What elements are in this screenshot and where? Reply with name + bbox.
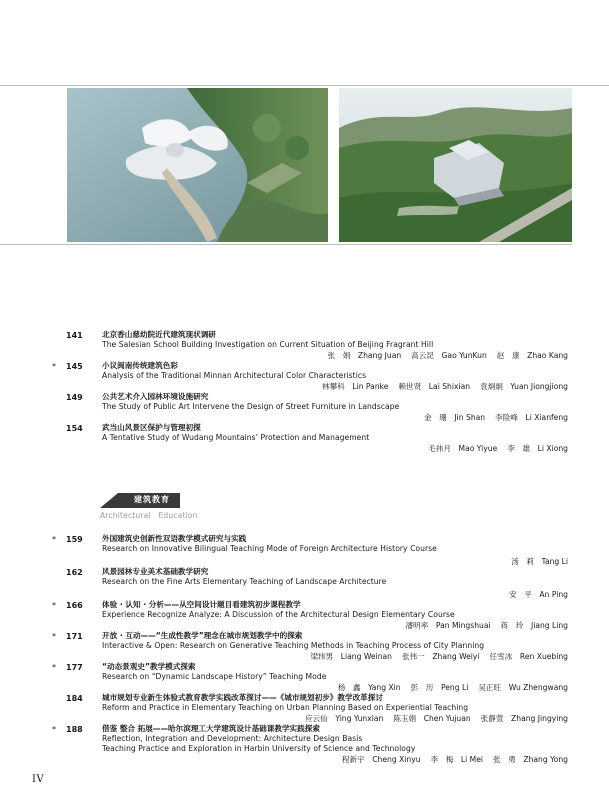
entry-authors: 梁玮男 Liang Weinan 张伟一 Zhang Weiyi 任雪冰 Ren Xuebing: [310, 652, 568, 661]
star-mark: *: [52, 632, 56, 641]
entry-authors: 程新宇 Cheng Xinyu 李 梅 Li Mei 张 勇 Zhang Yong: [341, 755, 568, 764]
entry-title-zh: 风景园林专业美术基础教学研究: [102, 567, 209, 576]
aerial-rendering-hillside-building: [339, 88, 572, 242]
entry-title-zh: 外国建筑史创新性双语教学模式研究与实践: [102, 534, 247, 543]
entry-title-zh: 借鉴 整合 拓展——哈尔滨理工大学建筑设计基础课教学实践探索: [102, 724, 320, 733]
toc-entry[interactable]: [40, 600, 570, 631]
entry-title-en: Interactive & Open: Research on Generative Teaching Methods in Teaching Process of City Planning: [102, 641, 485, 650]
entry-authors: 安 平 An Ping: [509, 590, 568, 599]
toc-entry[interactable]: [40, 423, 570, 454]
entry-title-en: Experience Recognize Analyze: A Discussion of the Architectural Design Elementary Course: [102, 610, 455, 619]
entry-authors: 潘明率 Pan Mingshuai 蒋 玲 Jiang Ling: [405, 621, 568, 630]
entry-title-zh: 武当山风景区保护与管理初探: [102, 423, 201, 432]
entry-title-zh: 城市规划专业新生体验式教育教学实践改革探讨——《城市规划初步》教学改革探讨: [102, 693, 383, 702]
toc-section-education: [40, 534, 570, 765]
entry-authors: 金 珊 Jin Shan 李险峰 Li Xianfeng: [424, 413, 568, 422]
entry-title-zh: 开放 · 互动——“生成性教学”理念在城市规划教学中的探索: [102, 631, 303, 640]
entry-title-en: Reflection, Integration and Development: Architecture Design Basis: [102, 734, 363, 743]
section-title-en: Architectural Education: [100, 511, 198, 520]
entry-title-en: Analysis of the Traditional Minnan Architectural Color Characteristics: [102, 371, 367, 380]
page-folio: IV: [32, 774, 45, 785]
page-number: 145: [66, 362, 83, 371]
star-mark: *: [52, 725, 56, 734]
top-rule: [0, 85, 609, 86]
entry-title-en: Reform and Practice in Elementary Teaching on Urban Planning Based on Experiential Teaching: [102, 703, 469, 712]
middle-rule: [0, 244, 572, 245]
toc-entry[interactable]: [40, 330, 570, 361]
entry-title-en: A Tentative Study of Wudang Mountains’ Protection and Management: [102, 433, 370, 442]
aerial-rendering-white-roof: [67, 88, 328, 242]
entry-title-zh: 北京香山慈幼院近代建筑现状调研: [102, 330, 216, 339]
entry-authors: 毛祎月 Mao Yiyue 李 雄 Li Xiong: [428, 444, 568, 453]
entry-title-en: The Study of Public Art Intervene the Design of Street Furniture in Landscape: [102, 402, 400, 411]
star-mark: *: [52, 362, 56, 371]
page-number: 159: [66, 535, 83, 544]
entry-authors: 应云仙 Ying Yunxian 陈玉娟 Chen Yujuan 张静萱 Zhang Jingying: [304, 714, 568, 723]
toc-entry[interactable]: [40, 724, 570, 765]
star-mark: *: [52, 601, 56, 610]
star-mark: *: [52, 663, 56, 672]
entry-title-zh: 体验 · 认知 · 分析——从空间设计题目看建筑初步课程教学: [102, 600, 301, 609]
toc-section-landscape: [40, 330, 570, 454]
entry-authors: 汤 莉 Tang Li: [511, 557, 568, 566]
page-number: 141: [66, 331, 83, 340]
entry-authors: 林攀科 Lin Panke 赖世贤 Lai Shixian 袁炯炯 Yuan Jiongjiong: [321, 382, 568, 391]
entry-title-zh: “动态景观史”教学模式探索: [102, 662, 196, 671]
entry-authors: 杨 鑫 Yang Xin 彭 历 Peng Li 吴正旺 Wu Zhengwang: [337, 683, 568, 692]
entry-title-en: The Salesian School Building Investigation on Current Situation of Beijing Fragrant Hill: [102, 340, 434, 349]
entry-title-zh: 公共艺术介入园林环境设施研究: [102, 392, 209, 401]
entry-title-en: Research on “Dynamic Landscape History” Teaching Mode: [102, 672, 327, 681]
entry-authors: 张 娟 Zhang Juan 高云昆 Gao YunKun 赵 康 Zhao Kang: [327, 351, 568, 360]
toc-entry[interactable]: [40, 662, 570, 693]
toc-entry[interactable]: [40, 567, 570, 600]
page-number: 149: [66, 393, 83, 402]
page-number: 154: [66, 424, 83, 433]
page-number: 162: [66, 568, 83, 577]
page-number: 177: [66, 663, 83, 672]
section-heading-architectural-education: [100, 488, 220, 528]
page-number: 184: [66, 694, 83, 703]
toc-entry[interactable]: [40, 534, 570, 567]
entry-title-en: Research on the Fine Arts Elementary Teaching of Landscape Architecture: [102, 577, 387, 586]
toc-entry[interactable]: [40, 361, 570, 392]
page-number: 166: [66, 601, 83, 610]
section-title-zh: 建筑教育: [134, 495, 170, 504]
toc-entry[interactable]: [40, 693, 570, 724]
entry-title-en: Research on Innovative Bilingual Teaching Mode of Foreign Architecture History Course: [102, 544, 437, 553]
entry-title-zh: 小议闽南传统建筑色彩: [102, 361, 178, 370]
toc-entry[interactable]: [40, 392, 570, 423]
page-number: 171: [66, 632, 83, 641]
entry-title-en-line2: Teaching Practice and Exploration in Harbin University of Science and Technology: [102, 744, 416, 753]
star-mark: *: [52, 535, 56, 544]
page-number: 188: [66, 725, 83, 734]
toc-entry[interactable]: [40, 631, 570, 662]
